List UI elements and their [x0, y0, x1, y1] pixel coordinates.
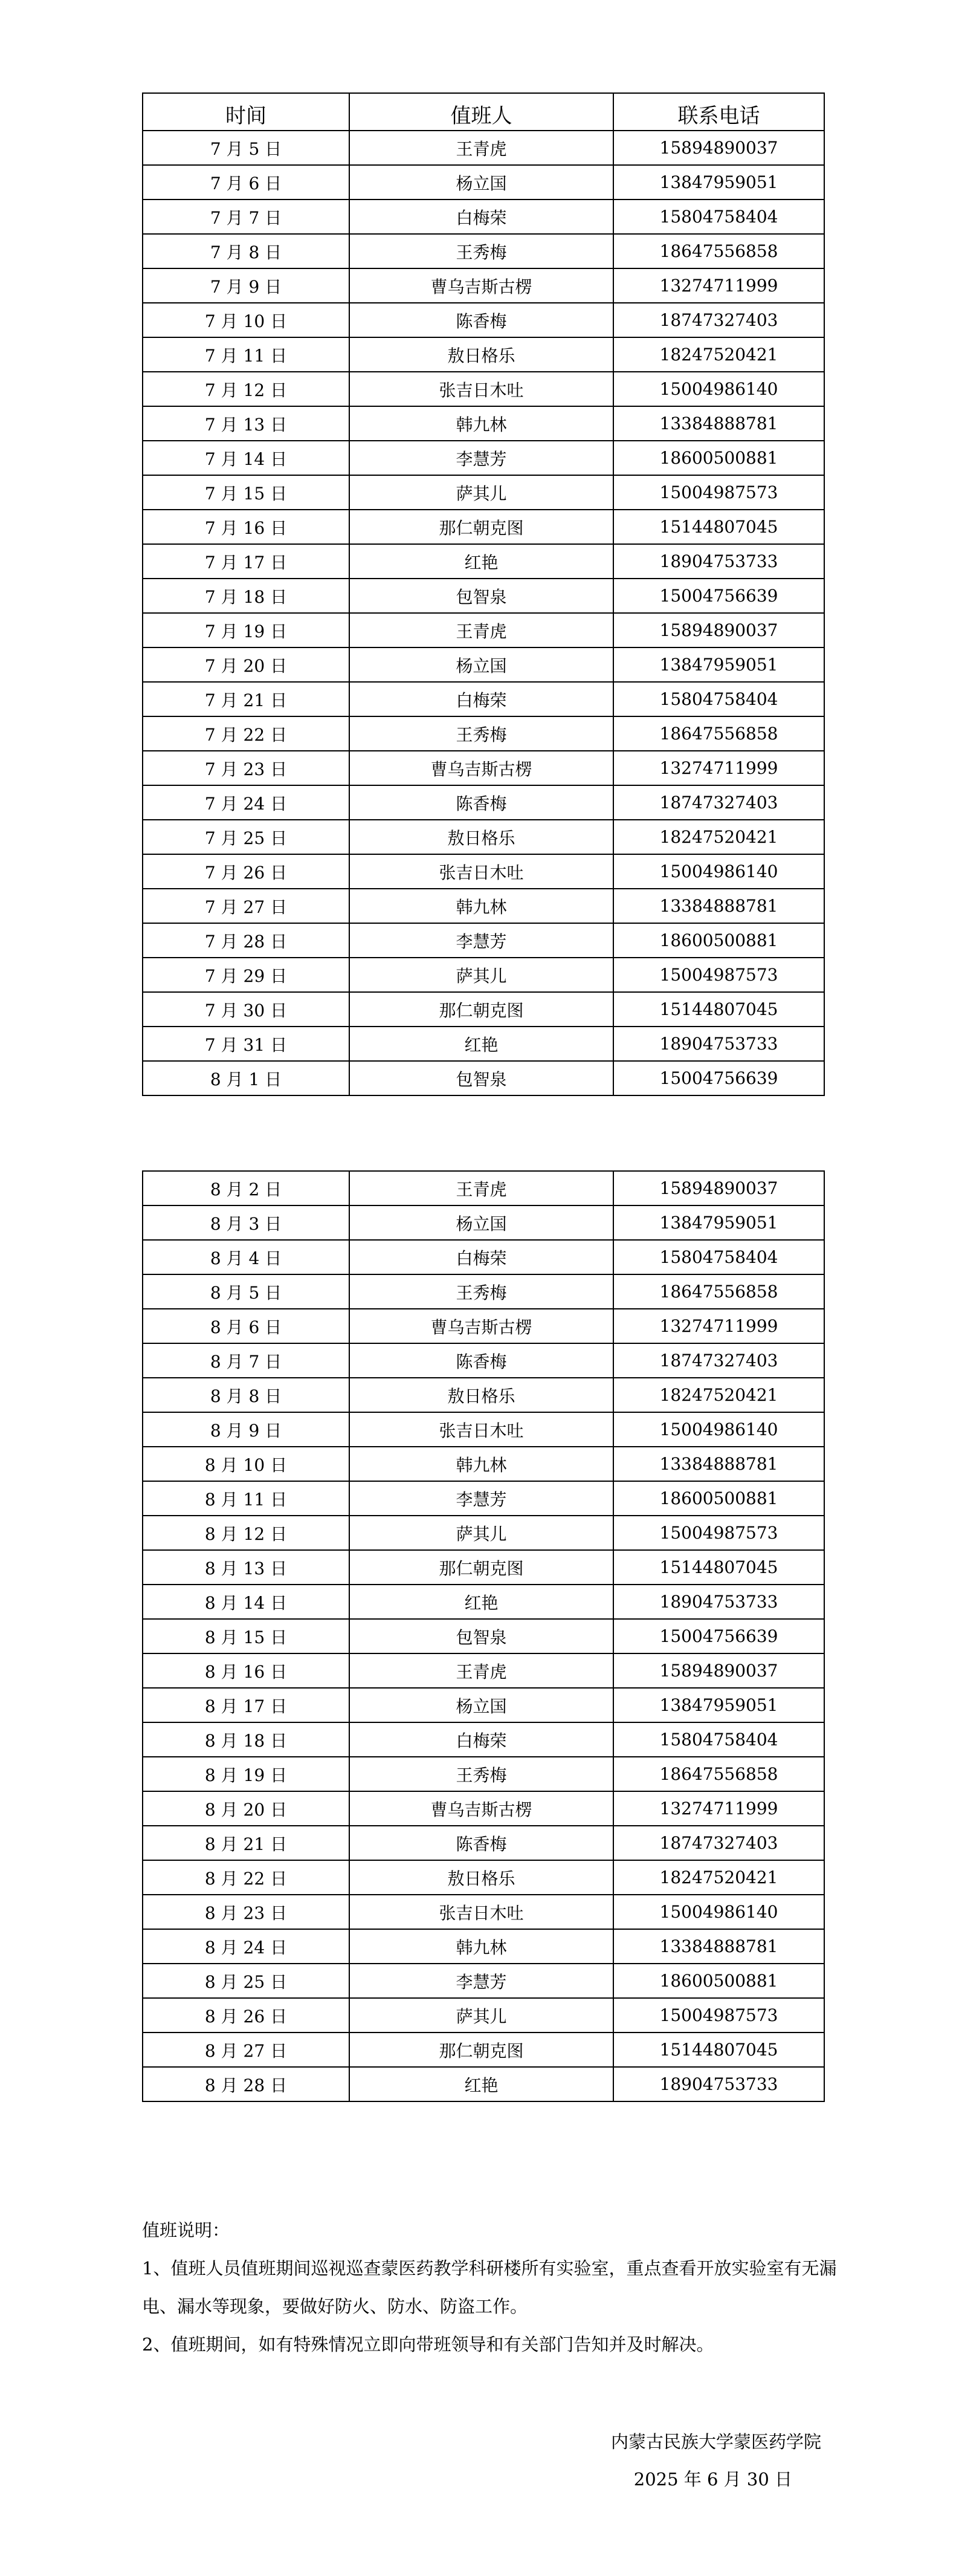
cell-name: 李慧芳	[349, 441, 613, 475]
cell-phone: 18247520421	[613, 1860, 824, 1895]
table-row	[143, 854, 824, 889]
cell-date: 7 月 14 日	[143, 441, 349, 475]
table-header-row	[143, 93, 824, 131]
cell-date: 8 月 24 日	[143, 1929, 349, 1964]
cell-name: 那仁朝克图	[349, 510, 613, 544]
cell-phone: 15004986140	[613, 1895, 824, 1929]
cell-phone: 15144807045	[613, 992, 824, 1027]
cell-phone: 13274711999	[613, 751, 824, 785]
cell-date: 8 月 27 日	[143, 2033, 349, 2067]
cell-phone: 18647556858	[613, 234, 824, 268]
table-row	[143, 992, 824, 1027]
cell-date: 8 月 15 日	[143, 1619, 349, 1653]
table-row	[143, 579, 824, 613]
cell-name: 曹乌吉斯古楞	[349, 1791, 613, 1826]
cell-phone: 18747327403	[613, 303, 824, 337]
cell-phone: 15004756639	[613, 1619, 824, 1653]
cell-name: 曹乌吉斯古楞	[349, 268, 613, 303]
cell-phone: 13384888781	[613, 1447, 824, 1481]
cell-phone: 13847959051	[613, 165, 824, 200]
table-row	[143, 716, 824, 751]
cell-phone: 18600500881	[613, 1481, 824, 1516]
cell-phone: 18747327403	[613, 1826, 824, 1860]
table-row	[143, 268, 824, 303]
cell-name: 萨其儿	[349, 475, 613, 510]
cell-date: 7 月 8 日	[143, 234, 349, 268]
header-name: 值班人	[349, 93, 613, 131]
cell-date: 7 月 25 日	[143, 820, 349, 854]
signature-block	[611, 2423, 821, 2498]
table-row	[143, 1688, 824, 1722]
cell-date: 8 月 16 日	[143, 1653, 349, 1688]
cell-date: 7 月 11 日	[143, 337, 349, 372]
table-row	[143, 406, 824, 441]
table-row	[143, 785, 824, 820]
table-row	[143, 1516, 824, 1550]
cell-name: 那仁朝克图	[349, 992, 613, 1027]
table-body	[143, 1171, 824, 2101]
cell-phone: 18747327403	[613, 1343, 824, 1378]
cell-date: 8 月 4 日	[143, 1240, 349, 1274]
cell-date: 8 月 26 日	[143, 1998, 349, 2033]
cell-name: 萨其儿	[349, 1998, 613, 2033]
cell-name: 红艳	[349, 1585, 613, 1619]
table-row	[143, 1378, 824, 1412]
cell-date: 7 月 10 日	[143, 303, 349, 337]
table-row	[143, 1998, 824, 2033]
cell-date: 8 月 3 日	[143, 1205, 349, 1240]
cell-date: 8 月 18 日	[143, 1722, 349, 1757]
cell-name: 王青虎	[349, 131, 613, 165]
cell-date: 8 月 11 日	[143, 1481, 349, 1516]
table-row	[143, 613, 824, 647]
table-row	[143, 303, 824, 337]
cell-name: 王青虎	[349, 613, 613, 647]
cell-name: 王秀梅	[349, 234, 613, 268]
table-row	[143, 2033, 824, 2067]
cell-name: 包智泉	[349, 1061, 613, 1095]
cell-date: 7 月 17 日	[143, 544, 349, 579]
cell-date: 7 月 20 日	[143, 647, 349, 682]
cell-name: 白梅荣	[349, 200, 613, 234]
cell-name: 包智泉	[349, 579, 613, 613]
table-row	[143, 441, 824, 475]
table-row	[143, 923, 824, 958]
notes-title: 值班说明：	[142, 2220, 230, 2240]
cell-phone: 13384888781	[613, 406, 824, 441]
cell-date: 8 月 14 日	[143, 1585, 349, 1619]
cell-phone: 13847959051	[613, 647, 824, 682]
cell-name: 萨其儿	[349, 1516, 613, 1550]
table-row	[143, 2067, 824, 2101]
cell-phone: 18904753733	[613, 2067, 824, 2101]
cell-date: 7 月 24 日	[143, 785, 349, 820]
cell-date: 7 月 30 日	[143, 992, 349, 1027]
cell-phone: 13274711999	[613, 1791, 824, 1826]
cell-date: 7 月 21 日	[143, 682, 349, 716]
cell-name: 那仁朝克图	[349, 2033, 613, 2067]
cell-phone: 15894890037	[613, 1171, 824, 1205]
table-row	[143, 131, 824, 165]
cell-date: 8 月 17 日	[143, 1688, 349, 1722]
cell-date: 7 月 13 日	[143, 406, 349, 441]
cell-name: 李慧芳	[349, 923, 613, 958]
cell-date: 8 月 10 日	[143, 1447, 349, 1481]
table-row	[143, 1653, 824, 1688]
table-row	[143, 1826, 824, 1860]
cell-date: 7 月 6 日	[143, 165, 349, 200]
cell-date: 7 月 27 日	[143, 889, 349, 923]
cell-phone: 13847959051	[613, 1205, 824, 1240]
table-row	[143, 1447, 824, 1481]
cell-phone: 18600500881	[613, 1964, 824, 1998]
cell-date: 8 月 5 日	[143, 1274, 349, 1309]
cell-name: 张吉日木吐	[349, 372, 613, 406]
cell-name: 张吉日木吐	[349, 1412, 613, 1447]
cell-date: 7 月 9 日	[143, 268, 349, 303]
cell-name: 杨立国	[349, 647, 613, 682]
cell-phone: 18600500881	[613, 441, 824, 475]
cell-name: 韩九林	[349, 1447, 613, 1481]
table-row	[143, 1274, 824, 1309]
cell-phone: 15894890037	[613, 131, 824, 165]
signature-date: 2025 年 6 月 30 日	[633, 2469, 792, 2490]
cell-phone: 15004987573	[613, 1516, 824, 1550]
cell-name: 韩九林	[349, 889, 613, 923]
cell-name: 王青虎	[349, 1653, 613, 1688]
cell-name: 敖日格乐	[349, 1378, 613, 1412]
cell-phone: 15004986140	[613, 854, 824, 889]
cell-date: 8 月 22 日	[143, 1860, 349, 1895]
cell-date: 8 月 21 日	[143, 1826, 349, 1860]
table-row	[143, 1585, 824, 1619]
table-row	[143, 1550, 824, 1585]
cell-phone: 15004756639	[613, 579, 824, 613]
cell-date: 7 月 22 日	[143, 716, 349, 751]
notes-item-1: 1、值班人员值班期间巡视巡查蒙医药教学科研楼所有实验室，重点查看开放实验室有无漏电、漏水等现象，要做好防火、防水、防盗工作。	[142, 2258, 837, 2317]
table-row	[143, 1860, 824, 1895]
cell-date: 7 月 31 日	[143, 1027, 349, 1061]
cell-phone: 15004756639	[613, 1061, 824, 1095]
cell-date: 8 月 1 日	[143, 1061, 349, 1095]
cell-date: 7 月 16 日	[143, 510, 349, 544]
table-row	[143, 958, 824, 992]
cell-phone: 15004987573	[613, 475, 824, 510]
cell-phone: 18904753733	[613, 1027, 824, 1061]
cell-name: 韩九林	[349, 406, 613, 441]
cell-date: 8 月 2 日	[143, 1171, 349, 1205]
cell-name: 王秀梅	[349, 1757, 613, 1791]
table-row	[143, 475, 824, 510]
cell-date: 7 月 28 日	[143, 923, 349, 958]
table-row	[143, 751, 824, 785]
cell-name: 白梅荣	[349, 682, 613, 716]
cell-date: 7 月 12 日	[143, 372, 349, 406]
cell-phone: 18647556858	[613, 1274, 824, 1309]
table-row	[143, 1791, 824, 1826]
cell-date: 8 月 23 日	[143, 1895, 349, 1929]
table-row	[143, 1240, 824, 1274]
cell-name: 白梅荣	[349, 1240, 613, 1274]
table-row	[143, 1619, 824, 1653]
cell-name: 萨其儿	[349, 958, 613, 992]
cell-phone: 18904753733	[613, 544, 824, 579]
cell-name: 曹乌吉斯古楞	[349, 1309, 613, 1343]
cell-date: 7 月 5 日	[143, 131, 349, 165]
cell-phone: 18247520421	[613, 337, 824, 372]
cell-date: 8 月 13 日	[143, 1550, 349, 1585]
cell-name: 王青虎	[349, 1171, 613, 1205]
cell-date: 8 月 20 日	[143, 1791, 349, 1826]
cell-date: 7 月 23 日	[143, 751, 349, 785]
cell-date: 8 月 6 日	[143, 1309, 349, 1343]
cell-name: 那仁朝克图	[349, 1550, 613, 1585]
table-row	[143, 1722, 824, 1757]
cell-phone: 18247520421	[613, 1378, 824, 1412]
cell-name: 敖日格乐	[349, 1860, 613, 1895]
cell-date: 8 月 12 日	[143, 1516, 349, 1550]
cell-name: 陈香梅	[349, 1826, 613, 1860]
table-row	[143, 234, 824, 268]
cell-name: 张吉日木吐	[349, 854, 613, 889]
cell-name: 红艳	[349, 544, 613, 579]
cell-date: 7 月 7 日	[143, 200, 349, 234]
cell-name: 张吉日木吐	[349, 1895, 613, 1929]
notes-item-2: 2、值班期间，如有特殊情况立即向带班领导和有关部门告知并及时解决。	[142, 2334, 714, 2355]
cell-phone: 15894890037	[613, 613, 824, 647]
cell-phone: 18747327403	[613, 785, 824, 820]
table-row	[143, 647, 824, 682]
cell-name: 王秀梅	[349, 716, 613, 751]
cell-date: 8 月 7 日	[143, 1343, 349, 1378]
cell-phone: 13384888781	[613, 1929, 824, 1964]
cell-phone: 15144807045	[613, 1550, 824, 1585]
cell-date: 8 月 28 日	[143, 2067, 349, 2101]
table-body	[143, 131, 824, 1095]
cell-phone: 18904753733	[613, 1585, 824, 1619]
table-row	[143, 1171, 824, 1205]
cell-phone: 15144807045	[613, 510, 824, 544]
cell-name: 陈香梅	[349, 303, 613, 337]
duty-schedule-table-july	[142, 92, 825, 1096]
cell-name: 李慧芳	[349, 1481, 613, 1516]
cell-date: 7 月 18 日	[143, 579, 349, 613]
cell-phone: 13274711999	[613, 268, 824, 303]
table-row	[143, 1412, 824, 1447]
header-date: 时间	[143, 93, 349, 131]
table-row	[143, 544, 824, 579]
table-row	[143, 1205, 824, 1240]
cell-name: 敖日格乐	[349, 820, 613, 854]
cell-phone: 15004986140	[613, 1412, 824, 1447]
cell-name: 韩九林	[349, 1929, 613, 1964]
table-row	[143, 1895, 824, 1929]
table-row	[143, 820, 824, 854]
cell-phone: 18647556858	[613, 716, 824, 751]
table-row	[143, 1027, 824, 1061]
table-row	[143, 1757, 824, 1791]
table-row	[143, 1481, 824, 1516]
cell-name: 陈香梅	[349, 1343, 613, 1378]
table-row	[143, 682, 824, 716]
cell-phone: 15804758404	[613, 682, 824, 716]
cell-phone: 18247520421	[613, 820, 824, 854]
cell-date: 7 月 15 日	[143, 475, 349, 510]
signature-organization: 内蒙古民族大学蒙医药学院	[610, 2432, 821, 2452]
table-row	[143, 510, 824, 544]
cell-name: 杨立国	[349, 165, 613, 200]
cell-name: 红艳	[349, 1027, 613, 1061]
cell-name: 陈香梅	[349, 785, 613, 820]
cell-phone: 15004986140	[613, 372, 824, 406]
cell-phone: 15804758404	[613, 1722, 824, 1757]
duty-schedule-table-august	[142, 1170, 825, 2102]
cell-date: 8 月 8 日	[143, 1378, 349, 1412]
table-row	[143, 1929, 824, 1964]
table-row	[143, 372, 824, 406]
header-phone: 联系电话	[613, 93, 824, 131]
cell-phone: 18647556858	[613, 1757, 824, 1791]
cell-phone: 18600500881	[613, 923, 824, 958]
cell-phone: 15144807045	[613, 2033, 824, 2067]
cell-name: 曹乌吉斯古楞	[349, 751, 613, 785]
cell-phone: 15804758404	[613, 1240, 824, 1274]
table-row	[143, 1309, 824, 1343]
cell-name: 杨立国	[349, 1688, 613, 1722]
cell-phone: 15804758404	[613, 200, 824, 234]
table-row	[143, 165, 824, 200]
cell-date: 8 月 25 日	[143, 1964, 349, 1998]
cell-name: 敖日格乐	[349, 337, 613, 372]
cell-date: 8 月 19 日	[143, 1757, 349, 1791]
table-row	[143, 337, 824, 372]
cell-phone: 15004987573	[613, 1998, 824, 2033]
table-row	[143, 200, 824, 234]
cell-name: 红艳	[349, 2067, 613, 2101]
cell-name: 杨立国	[349, 1205, 613, 1240]
cell-name: 王秀梅	[349, 1274, 613, 1309]
table-row	[143, 889, 824, 923]
cell-date: 7 月 26 日	[143, 854, 349, 889]
cell-phone: 15894890037	[613, 1653, 824, 1688]
cell-phone: 15004987573	[613, 958, 824, 992]
cell-date: 7 月 29 日	[143, 958, 349, 992]
cell-name: 李慧芳	[349, 1964, 613, 1998]
table-row	[143, 1964, 824, 1998]
duty-notes	[142, 2211, 837, 2364]
cell-date: 8 月 9 日	[143, 1412, 349, 1447]
cell-date: 7 月 19 日	[143, 613, 349, 647]
cell-phone: 13847959051	[613, 1688, 824, 1722]
cell-name: 包智泉	[349, 1619, 613, 1653]
cell-name: 白梅荣	[349, 1722, 613, 1757]
table-row	[143, 1343, 824, 1378]
table-row	[143, 1061, 824, 1095]
cell-phone: 13384888781	[613, 889, 824, 923]
cell-phone: 13274711999	[613, 1309, 824, 1343]
